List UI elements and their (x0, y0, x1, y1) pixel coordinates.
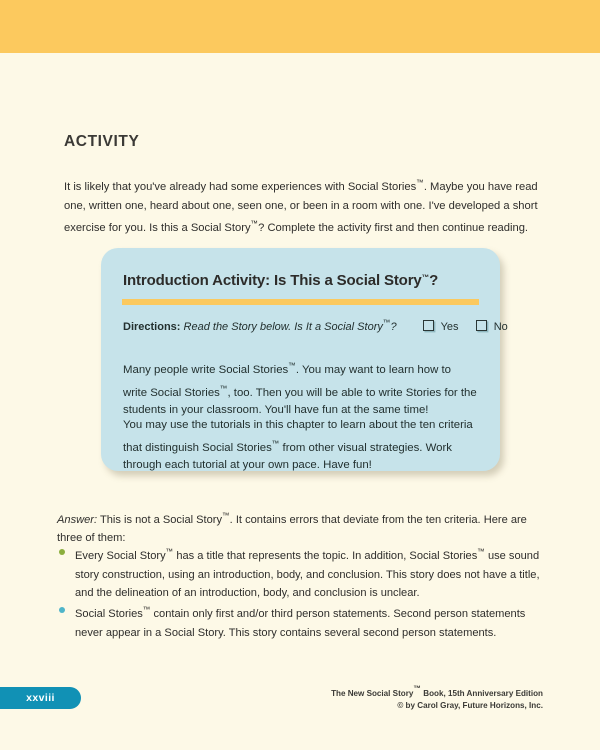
footer-credit-line-1: The New Social Story™ Book, 15th Anniversary Edition (331, 684, 543, 698)
page-title: ACTIVITY (64, 133, 140, 151)
directions-text: Read the Story below. Is It a Social Story™? (183, 318, 397, 333)
list-item (57, 543, 544, 603)
checkbox-no[interactable] (476, 320, 487, 331)
callout-paragraph-2: You may use the tutorials in this chapter to learn about the ten criteria that distinguish Social Stories™ from other visual strategies. Work through each tutorial at your own pace. Have fun! (123, 419, 473, 472)
directions-label: Directions: (123, 321, 181, 333)
page-content (0, 53, 600, 750)
bullet-dot-icon (59, 549, 65, 555)
list-item-text: Every Social Story™ has a title that represents the topic. In addition, Social Stories™ use sound story construction, using an introduction, body, and conclusion. This story does not have a title, and the delineation of an introduction, body, and conclusion is unclear. (75, 547, 540, 599)
checkbox-yes-label: Yes (440, 321, 459, 333)
page-number-badge: xxviii (0, 687, 81, 709)
callout-title: Introduction Activity: Is This a Social Story™? (123, 272, 439, 289)
answer-label: Answer: (57, 514, 98, 527)
footer-credit-line-2: © by Carol Gray, Future Horizons, Inc. (397, 700, 543, 710)
callout-title-underline (122, 299, 479, 305)
callout-paragraph-1: Many people write Social Stories™. You may want to learn how to write Social Stories™, too. Then you will be able to write Stories for the students in your classroom. You'll have fun at the same time! (123, 361, 477, 417)
checkbox-yes[interactable] (423, 320, 434, 331)
list-item (57, 601, 544, 642)
answer-text: This is not a Social Story™. It contains errors that deviate from the ten criteria. Here are three of them: (57, 511, 527, 545)
list-item-text: Social Stories™ contain only first and/or third person statements. Second person statements never appear in a Social Story. This story contains several second person statements. (75, 605, 526, 639)
intro-paragraph: It is likely that you've already had some experiences with Social Stories™. Maybe you have read one, written one, heard about one, seen one, or been in a room with one. I've developed a short exercise for you. Is this a Social Story™? Complete the activity first and then continue reading. (64, 178, 538, 235)
footer-credit (331, 683, 543, 711)
checkbox-no-label: No (493, 321, 508, 333)
directions-row (123, 318, 508, 333)
activity-callout-box (101, 248, 508, 472)
decorative-top-band (0, 0, 600, 53)
bullet-dot-icon (59, 607, 65, 613)
answer-paragraph (57, 507, 543, 547)
